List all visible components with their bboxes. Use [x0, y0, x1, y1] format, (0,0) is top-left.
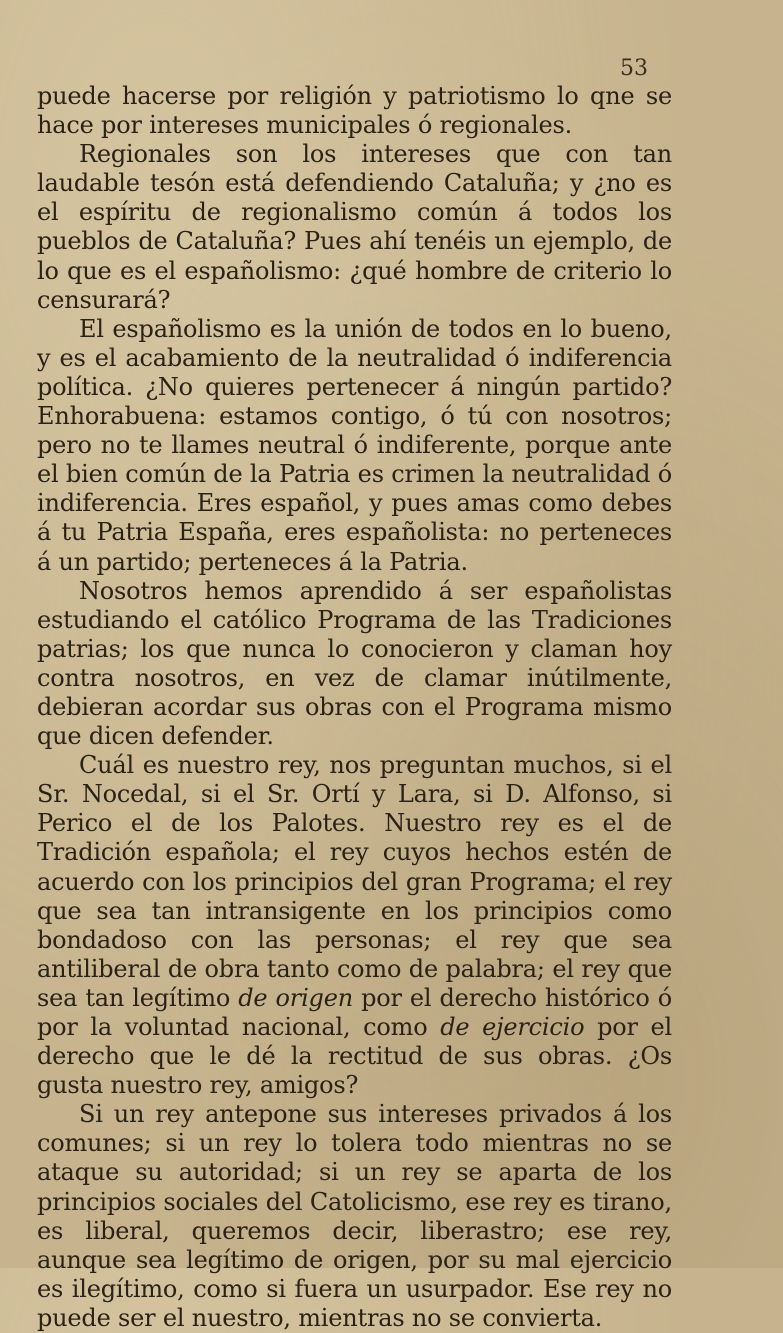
paragraph-4: Nosotros hemos aprendido á ser españolistas estudiando el católico Programa de las Tradiciones patrias; los que nunca lo conocieron y claman hoy contra nosotros, en vez de clamar inútilmente, debieran acordar sus obras con el Programa mismo que dicen defender. — [37, 576, 672, 751]
italic-de-origen: de origen — [238, 983, 353, 1012]
paragraph-2: Regionales son los intereses que con tan laudable tesón está defendiendo Cataluña; y ¿no es el espíritu de regionalismo común á todos los pueblos de Cataluña? Pues ahí tenéis un ejemplo, de lo que es el españolismo: ¿qué hombre de criterio lo censurará? — [37, 140, 672, 314]
paragraph-5-part-2: por el derecho histórico ó por la voluntad nacional, como — [37, 983, 672, 1041]
italic-de-ejercicio: de ejercicio — [440, 1013, 585, 1041]
paragraph-1: puede hacerse por religión y patriotismo lo qne se hace por intereses municipales ó regionales. — [37, 82, 672, 140]
paragraph-5-part-3: por el derecho que le dé la rectitud de sus obras. ¿Os gusta nuestro rey, amigos? — [37, 1013, 672, 1100]
paragraph-6: Si un rey antepone sus intereses privados á los comunes; si un rey lo tolera todo mientras no se ataque su autoridad; si un rey se aparta de los principios sociales del Catolicismo, ese rey es tirano, es liberal, queremos decir, liberastro; ese rey, aunque sea legítimo de origen, por su mal ejercicio es ilegítimo, como si fuera un usurpador. Ese rey no puede ser el nuestro, mientras no se convierta. — [37, 1100, 672, 1332]
paragraph-5-part-1: Cuál es nuestro rey, nos preguntan muchos, si el Sr. Nocedal, si el Sr. Ortí y Lara, si D. Alfonso, si Perico el de los Palotes. Nuestro rey es el de Tradición española; el rey cuyos hechos estén de acuerdo con los principios del gran Programa; el rey que sea tan intransigente en los principios como bondadoso con las personas; el rey que sea antiliberal de obra tanto como de palabra; el rey que sea tan legítimo — [37, 751, 672, 1012]
page-number: 53 — [620, 56, 648, 81]
paragraph-3: El españolismo es la unión de todos en lo bueno, y es el acabamiento de la neutralidad ó indiferencia política. ¿No quieres pertenecer á ningún partido? Enhorabuena: estamos contigo, ó tú con nosotros; pero no te llames neutral ó indiferente, porque ante el bien común de la Patria es crimen la neutralidad ó indiferencia. Eres español, y pues amas como debes á tu Patria España, eres españolista: no perteneces á un partido; perteneces á la Patria. — [37, 314, 672, 576]
paragraph-5 — [37, 751, 672, 1100]
body-text — [37, 82, 672, 1333]
